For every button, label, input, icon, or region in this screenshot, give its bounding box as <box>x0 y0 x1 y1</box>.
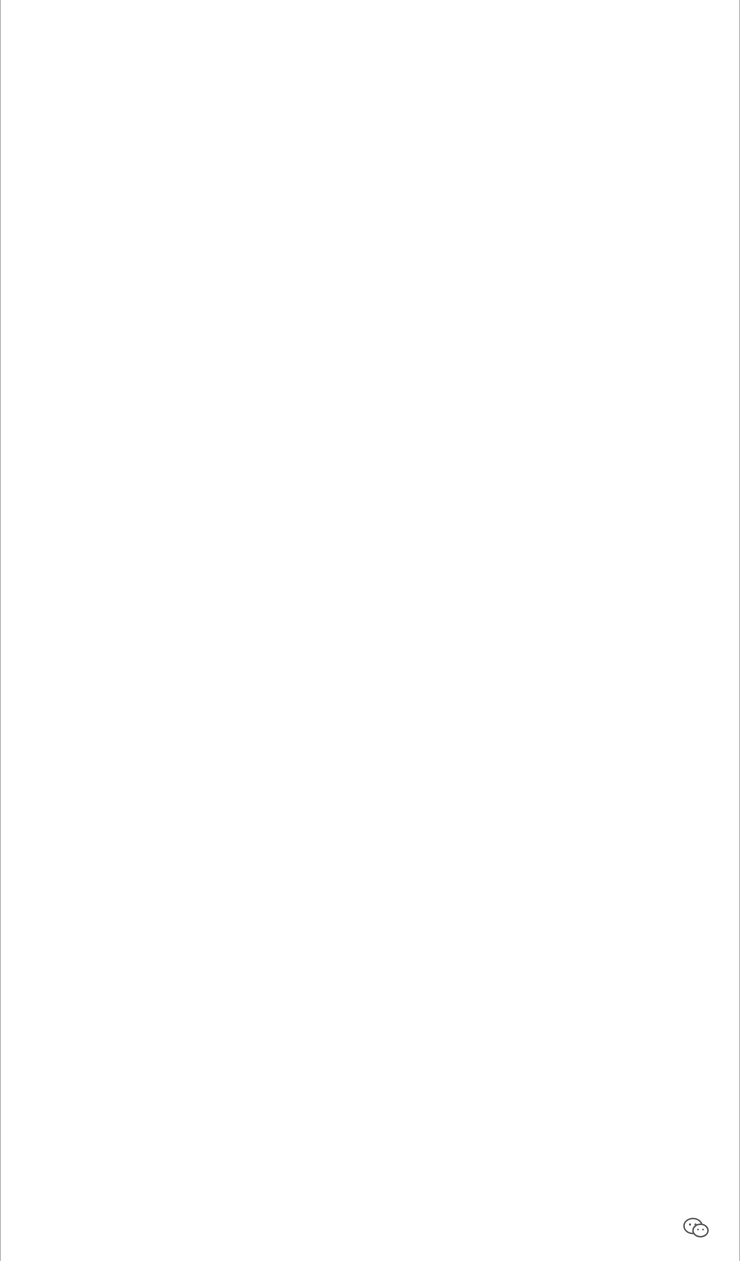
document-body <box>39 2 703 137</box>
chapter-heading <box>39 26 703 54</box>
article-40 <box>39 109 703 138</box>
article-39 <box>39 80 703 109</box>
watermark <box>683 1217 715 1239</box>
wechat-icon <box>683 1217 709 1239</box>
